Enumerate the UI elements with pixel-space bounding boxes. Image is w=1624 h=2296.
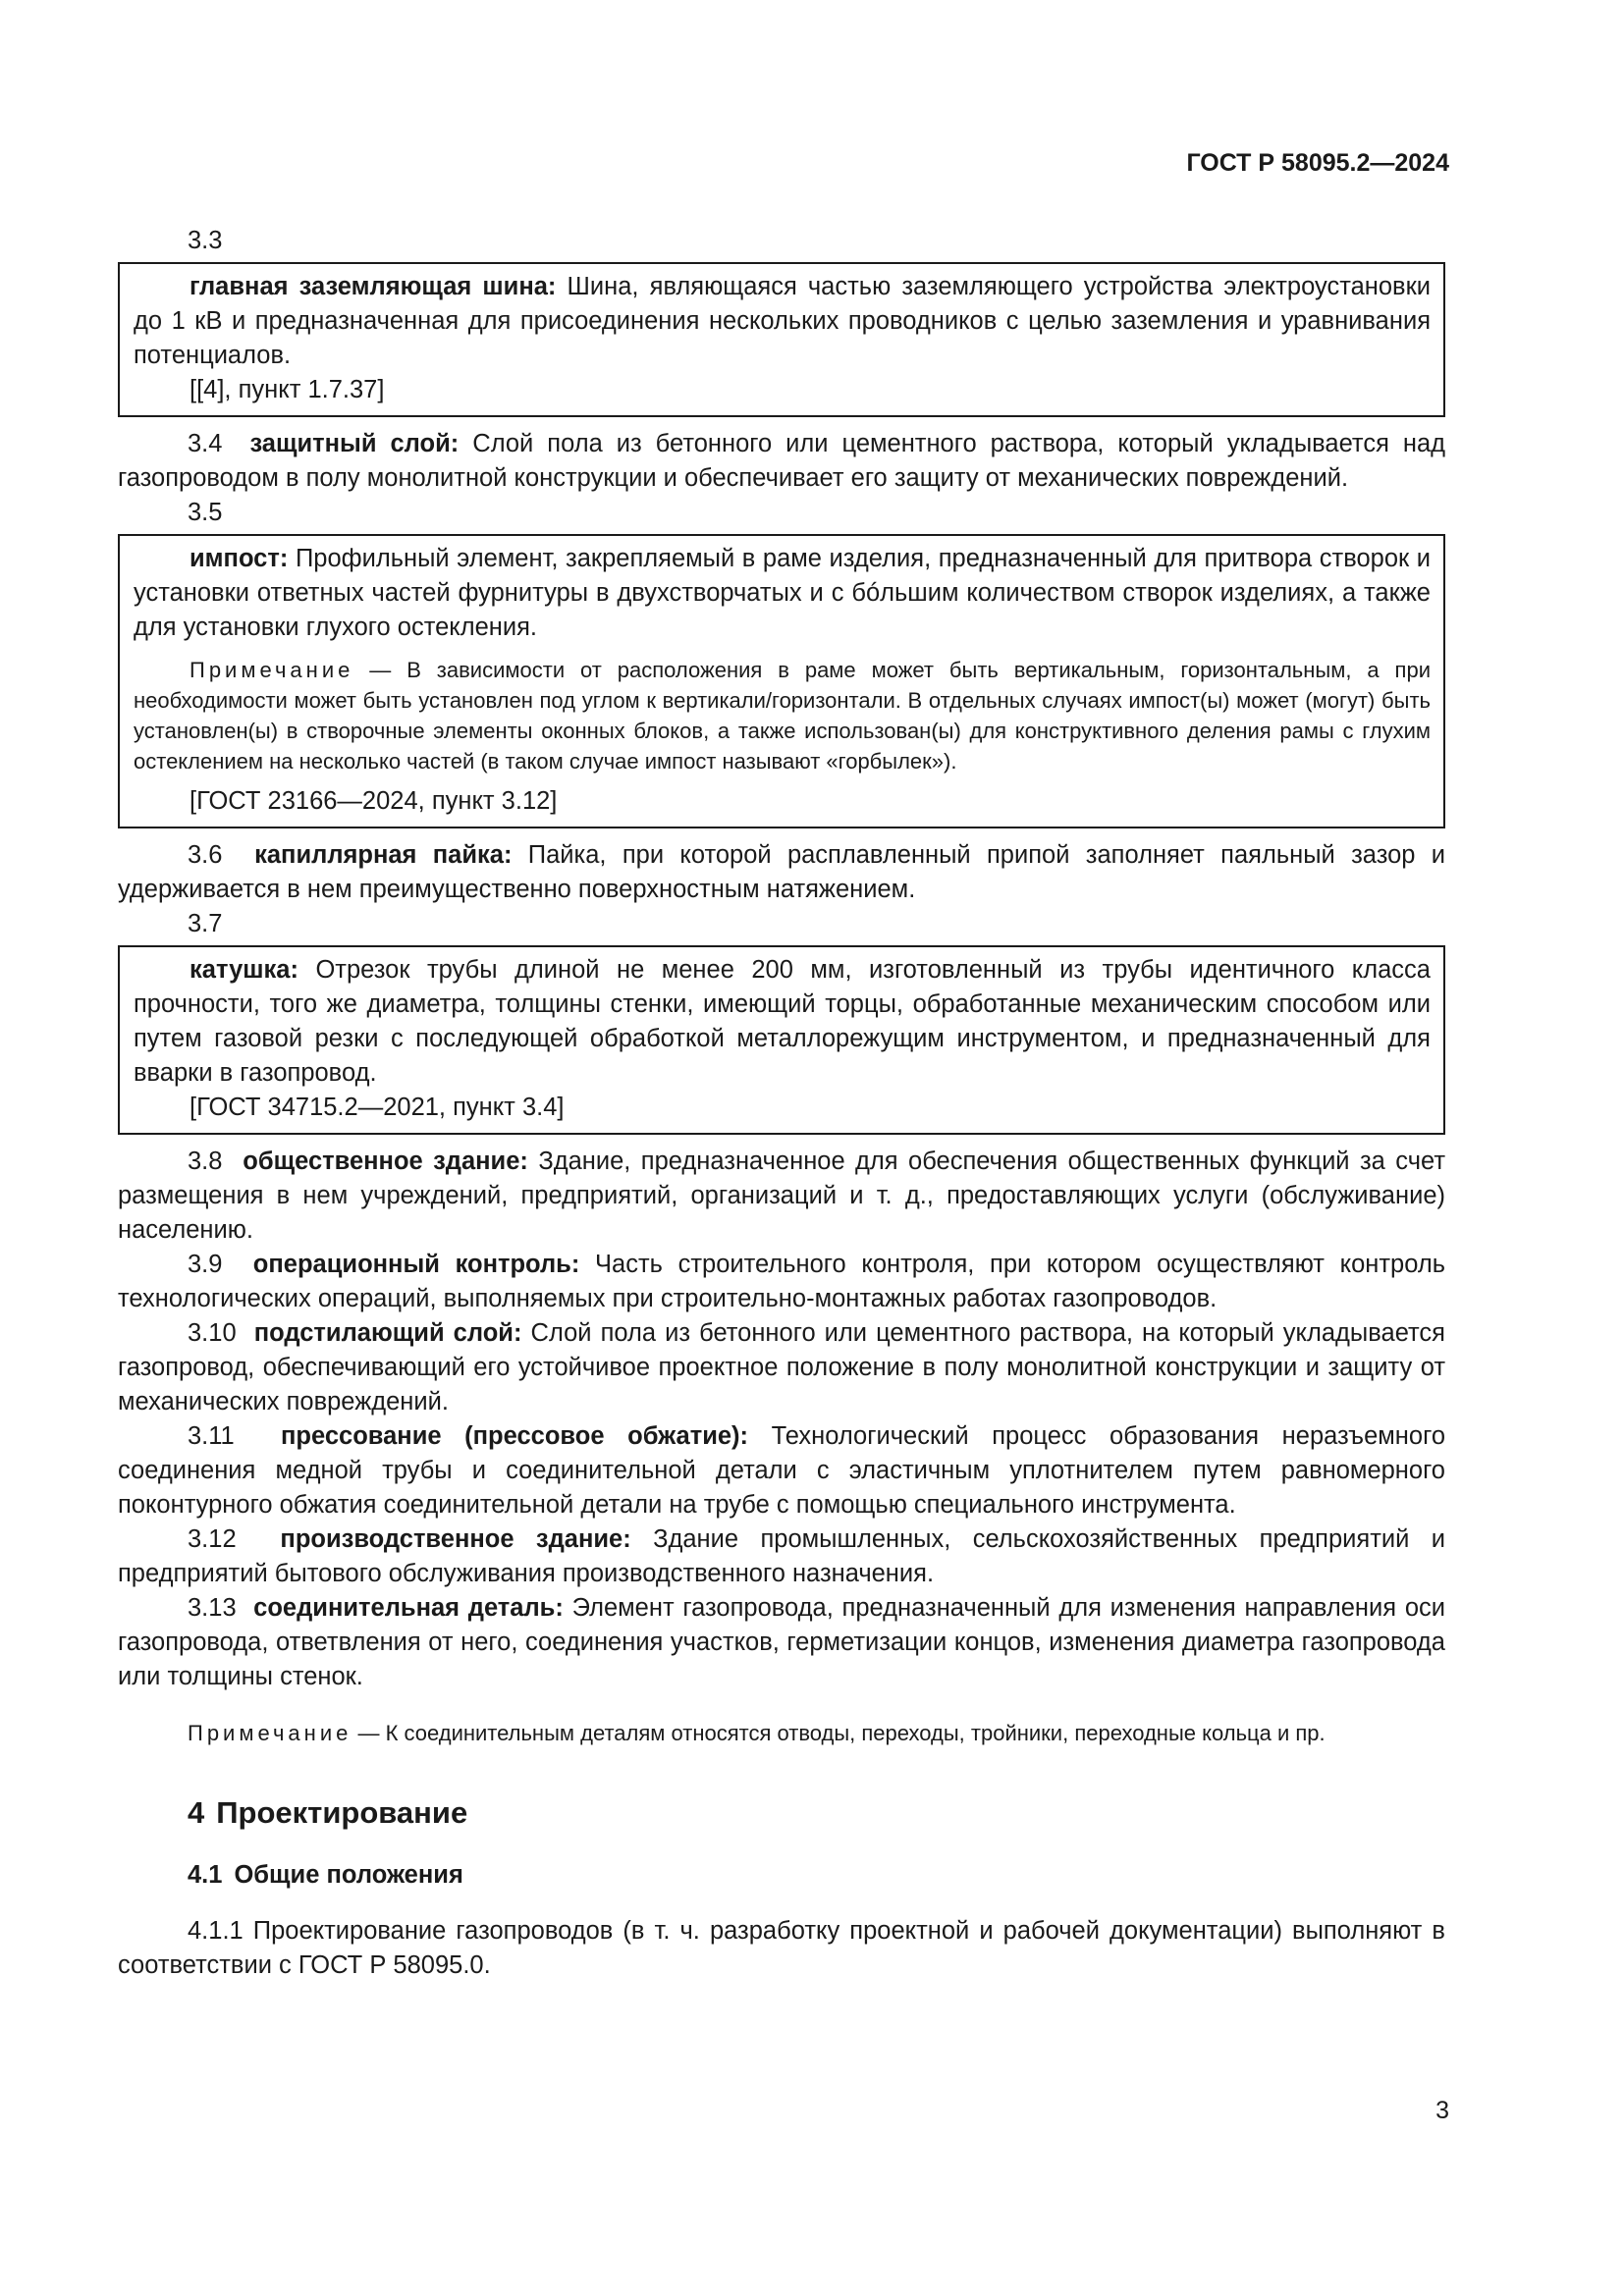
term-name: производственное здание:	[280, 1525, 631, 1553]
term-number: 3.13	[188, 1594, 237, 1622]
term-entry	[118, 1248, 1445, 1316]
term-definition: Элемент газопровода, предназначенный для изменения направления оси газопровода, ответвления от него, соединения участков, герметизации концов, изменения диаметра газопровода или толщины стенок.	[118, 1594, 1445, 1690]
clause-text: Проектирование газопроводов (в т. ч. разработку проектной и рабочей документации) выполняют в соответствии с ГОСТ Р 58095.0.	[118, 1917, 1445, 1979]
term-source: [ГОСТ 23166—2024, пункт 3.12]	[189, 787, 558, 815]
term-number: 3.3	[188, 227, 223, 254]
term-definition: Здание, предназначенное для обеспечения общественных функций за счет размещения в нем учреждений, предприятий, организаций и т. д., предоставляющих услуги (обслуживание) населению.	[118, 1148, 1445, 1244]
term-entry	[118, 1591, 1445, 1694]
term-name: капиллярная пайка:	[254, 841, 513, 869]
term-definition: Технологический процесс образования неразъемного соединения медной трубы и соединительной детали с эластичным уплотнителем путем равномерного поконтурного обжатия соединительной детали на трубе с помощью специального инструмента.	[118, 1422, 1445, 1519]
term-box	[118, 262, 1445, 417]
standard-designation: ГОСТ Р 58095.2—2024	[1186, 149, 1449, 177]
term-source: [ГОСТ 34715.2—2021, пункт 3.4]	[189, 1094, 565, 1121]
note-text: — В зависимости от расположения в раме может быть вертикальным, горизонтальным, а при необходимости может быть установлен под углом к вертикали/горизонтали. В отдельных случаях импост(ы) может (могут) быть установлен(ы) в створочные элементы оконных блоков, а также использован(ы) для конструктивного деления рамы с глухим остеклением на несколько частей (в таком случае импост называют «горбылек»).	[134, 658, 1431, 774]
term-number: 3.9	[188, 1251, 223, 1278]
term-number: 3.6	[188, 841, 223, 869]
term-name: прессование (прессовое обжатие):	[281, 1422, 749, 1450]
term-name: подстилающий слой:	[253, 1319, 522, 1347]
term-name: импост:	[189, 545, 289, 572]
term-definition: Шина, являющаяся частью заземляющего устройства электроустановки до 1 кВ и предназначенная для присоединения нескольких проводников с целью заземления и уравнивания потенциалов.	[134, 273, 1431, 369]
subsection-number: 4.1	[188, 1861, 223, 1889]
section-title: Проектирование	[216, 1795, 468, 1830]
term-definition: Здание промышленных, сельскохозяйственных предприятий и предприятий бытового обслуживания производственного назначения.	[118, 1525, 1445, 1587]
term-note	[134, 655, 1431, 776]
term-definition: Слой пола из бетонного или цементного раствора, который укладывается над газопроводом в полу монолитной конструкции и обеспечивает его защиту от механических повреждений.	[118, 430, 1446, 492]
term-entry	[134, 270, 1431, 373]
term-name: операционный контроль:	[252, 1251, 580, 1278]
term-definition: Профильный элемент, закрепляемый в раме изделия, предназначенный для притвора створок и установки ответных частей фурнитуры в двухстворчатых и с бóльшим количеством створок изделиях, а также для установки глухого остекления.	[134, 545, 1431, 641]
term-definition: Отрезок трубы длиной не менее 200 мм, изготовленный из трубы идентичного класса прочности, того же диаметра, толщины стенки, имеющий торцы, обработанные механическим способом или путем газовой резки с последующей обработкой металлорежущим инструментом, и предназначенный для вварки в газопровод.	[134, 956, 1431, 1087]
term-entry	[118, 838, 1445, 907]
note-paragraph	[134, 655, 1431, 776]
clause-number: 4.1.1	[188, 1917, 244, 1945]
term-name: главная заземляющая шина:	[189, 273, 557, 300]
note-label: Примечание	[189, 658, 354, 682]
term-entry	[134, 953, 1431, 1091]
subsection-title: Общие положения	[234, 1861, 463, 1889]
term-box	[118, 534, 1445, 828]
term-number: 3.5	[188, 499, 223, 526]
term-entry	[134, 542, 1431, 645]
section-heading	[118, 1793, 1445, 1833]
term-number: 3.7	[188, 910, 223, 937]
term-definition: Слой пола из бетонного или цементного раствора, на который укладывается газопровод, обеспечивающий его устойчивое проектное положение в полу монолитной конструкции и защиту от механических повреждений.	[118, 1319, 1445, 1415]
term-source: [[4], пункт 1.7.37]	[189, 376, 385, 403]
page-number: 3	[1435, 2097, 1449, 2124]
section-number: 4	[188, 1795, 205, 1830]
term-number: 3.10	[188, 1319, 237, 1347]
term-definition: Пайка, при которой расплавленный припой заполняет паяльный зазор и удерживается в нем преимущественно поверхностным натяжением.	[118, 841, 1446, 903]
term-name: защитный слой:	[249, 430, 460, 457]
term-number: 3.11	[188, 1422, 235, 1450]
note-label: Примечание	[188, 1721, 352, 1745]
term-entry	[118, 1145, 1445, 1248]
term-number: 3.12	[188, 1525, 237, 1553]
clause-paragraph	[118, 1914, 1445, 1983]
term-name: соединительная деталь:	[253, 1594, 564, 1622]
term-entry	[118, 1419, 1445, 1522]
subsection-heading	[118, 1858, 1445, 1893]
term-name: общественное здание:	[243, 1148, 528, 1175]
document-body	[118, 224, 1445, 1983]
term-entry	[118, 1316, 1445, 1419]
note-text: — К соединительным деталям относятся отводы, переходы, тройники, переходные кольца и пр.	[352, 1721, 1326, 1745]
term-number: 3.8	[188, 1148, 223, 1175]
term-entry	[118, 1522, 1445, 1591]
note-paragraph	[118, 1718, 1445, 1748]
term-box	[118, 945, 1445, 1135]
term-definition: Часть строительного контроля, при котором осуществляют контроль технологических операций, выполняемых при строительно-монтажных работах газопроводов.	[118, 1251, 1446, 1312]
term-number: 3.4	[188, 430, 223, 457]
term-name: катушка:	[189, 956, 298, 984]
term-entry	[118, 427, 1445, 496]
